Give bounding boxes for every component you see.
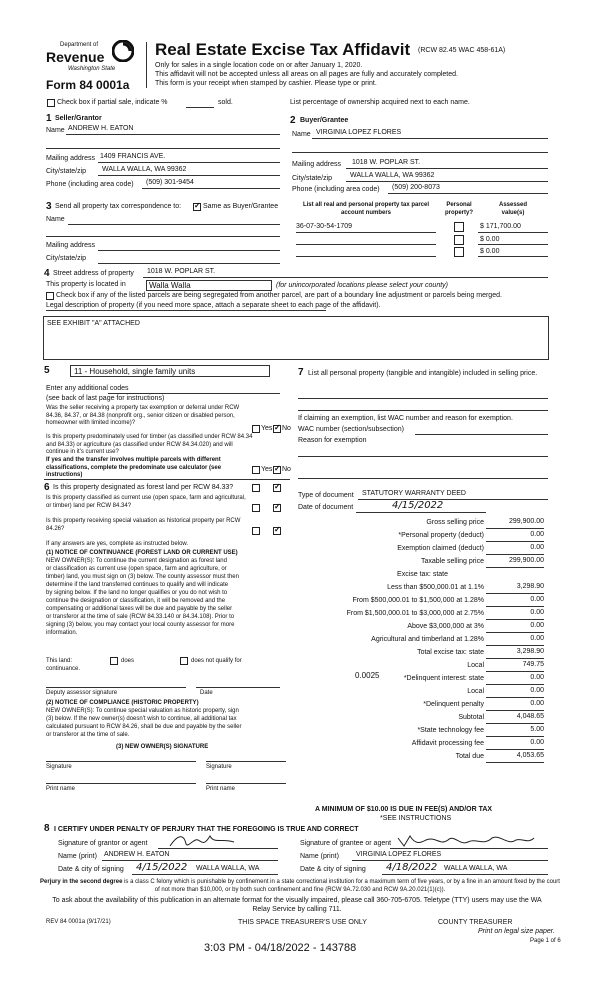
receipt-timestamp: 3:03 PM - 04/18/2022 - 143788 (204, 942, 357, 954)
calc-row-value[interactable]: 0.00 (486, 622, 544, 633)
correspondence-city-line[interactable] (98, 263, 280, 264)
notice-compliance-line-2: (3) below. If the new owner(s) doesn't wish to continue, all additional tax (46, 716, 237, 722)
section-1-number: 1 (46, 113, 52, 124)
owner-signature-label-2: Signature (206, 764, 232, 770)
logo-dept-line1: Department of (60, 42, 99, 48)
page-number: Page 1 of 6 (530, 938, 561, 944)
timber-question: Is this property predominately used for timber (as classified under RCW 84.34 and 84.33) or agriculture (as classified under RCW 84.34.020) and will continue in it's current use? (46, 434, 253, 455)
calc-row (300, 531, 548, 543)
owner-print-line-1[interactable] (46, 783, 196, 784)
notice-compliance-title: (2) NOTICE OF COMPLIANCE (HISTORIC PROPERTY) (46, 700, 199, 706)
does-not-qualify-label: does not qualify for (191, 658, 242, 664)
form-number: Form 84 0001a (46, 78, 130, 92)
parcel-personal-checkbox-3[interactable] (454, 247, 464, 257)
continuance-label: continuance. (46, 666, 81, 672)
grantee-date-line (382, 874, 548, 875)
deputy-signature-label: Deputy assessor signature (46, 690, 118, 696)
grantee-name-line (352, 860, 548, 861)
calc-row (300, 687, 548, 699)
seller-name-label: Name (46, 127, 65, 134)
does-not-qualify-checkbox[interactable] (180, 657, 188, 665)
doc-date-value[interactable]: 4/15/2022 (392, 500, 444, 511)
doc-type-label: Type of document (298, 492, 354, 499)
parcel-value-1[interactable]: $ 171,700.00 (480, 223, 521, 230)
seller-mailing-value[interactable]: 1409 FRANCIS AVE. (100, 153, 166, 160)
buyer-name-line-2 (292, 152, 548, 153)
seller-phone-label: Phone (including area code) (46, 181, 134, 188)
calc-row-value[interactable]: 0.00 (486, 596, 544, 607)
section-5-number: 5 (44, 365, 50, 376)
seller-name-line (66, 134, 280, 135)
parcel-personal-checkbox-1[interactable] (454, 222, 464, 232)
logo-dept-line2: Revenue (46, 49, 105, 65)
calc-row (300, 583, 548, 595)
section-8-number: 8 (44, 823, 50, 834)
this-land-label: This land: (46, 658, 73, 664)
header-note-1: Only for sales in a single location code on or after January 1, 2020. (155, 62, 363, 69)
timber-no-checkbox[interactable] (273, 466, 281, 474)
calc-row-value[interactable]: 0.00 (486, 739, 544, 750)
seller-city-line (98, 175, 280, 176)
current-use-question: Is this property classified as current use (open space, farm and agricultural, or timber) land per RCW 84.34? (46, 495, 246, 509)
notice-continuance-line-9: signing (3) below, you may contact your local county assessor for more (46, 622, 235, 628)
notice-compliance-line-3: calculated pursuant to RCW 84.26, shall be due and payable by the seller (46, 724, 242, 730)
county-select[interactable] (146, 280, 272, 291)
legal-description-text: SEE EXHIBIT "A" ATTACHED (47, 320, 140, 327)
calc-row-label: Above $3,000,000 at 3% (407, 623, 484, 630)
parcel-account-1[interactable]: 36-07-30-54-1709 (296, 223, 353, 230)
calc-row-label: *State technology fee (417, 727, 484, 734)
historic-no-checkbox[interactable] (273, 527, 281, 535)
calc-row (300, 570, 548, 582)
grantee-date-label: Date & city of signing (300, 866, 366, 873)
personal-property-line-1[interactable] (298, 398, 548, 399)
notice-continuance-line-1: NEW OWNER(S): To continue the current designation as forest land (46, 558, 227, 564)
seller-city-label: City/state/zip (46, 168, 87, 175)
buyer-mailing-value[interactable]: 1018 W. POPLAR ST. (352, 159, 421, 166)
partial-sale-label: Check box if partial sale, indicate % (57, 99, 168, 106)
calc-row-value[interactable]: 3,298.90 (486, 648, 544, 659)
grantor-name-line (102, 860, 278, 861)
exemption-yes-checkbox[interactable] (252, 425, 260, 433)
exemption-yes-label: Yes (261, 425, 273, 432)
legal-paper-note: Print on legal size paper. (478, 928, 555, 935)
legal-description-label: Legal description of property (if you need more space, attach a separate sheet to each page of the affidavit). (46, 302, 381, 309)
doc-type-value[interactable]: STATUTORY WARRANTY DEED (362, 490, 466, 497)
calc-row-label: *Delinquent penalty (423, 701, 484, 708)
timber-no-label: No (282, 466, 291, 473)
notice-continuance-line-7: compensating or additional taxes will be due and payable by the seller (46, 606, 233, 612)
calc-row-label: From $1,500,000.01 to $3,000,000 at 2.75% (346, 610, 484, 617)
parcel-row-line-2[interactable] (296, 244, 436, 245)
reason-line-2[interactable] (298, 478, 548, 479)
exemption-no-checkbox[interactable] (273, 425, 281, 433)
doc-date-line (356, 512, 486, 513)
parcel-header-assessed: Assessed value(s) (498, 202, 528, 216)
revenue-swirl-icon (112, 40, 134, 62)
deputy-signature-line[interactable] (46, 687, 186, 688)
exemption-no-label: No (282, 425, 291, 432)
calc-row-label: Excise tax: state (397, 571, 448, 578)
grantor-date-label: Date & city of signing (58, 866, 124, 873)
perjury-bold-text: Perjury in the second degree (40, 879, 123, 885)
current-use-yes-checkbox[interactable] (252, 504, 260, 512)
calc-row (300, 557, 548, 569)
calc-row-value[interactable]: 0.00 (486, 635, 544, 646)
same-as-buyer-checkbox[interactable] (193, 203, 201, 211)
correspondence-name-label: Name (46, 216, 65, 223)
calc-row-label: Subtotal (458, 714, 484, 721)
grantee-name-label: Name (print) (300, 853, 339, 860)
seller-mailing-label: Mailing address (46, 155, 96, 162)
county-treasurer-label: COUNTY TREASURER (438, 919, 513, 926)
calc-row (300, 661, 548, 673)
perjury-notice (40, 878, 560, 894)
grantor-signature-line (158, 848, 278, 849)
grantor-date-line (132, 874, 278, 875)
personal-property-label: List all personal property (tangible and intangible) included in selling price. (308, 370, 538, 377)
correspondence-mailing-line[interactable] (98, 250, 280, 251)
segregated-label: Check box if any of the listed parcels are being segregated from another parcel, are part of a boundary line adjustment or parcels being merged. (56, 292, 502, 299)
minimum-due-notice: A MINIMUM OF $10.00 IS DUE IN FEE(S) AND/OR TAX (315, 806, 493, 813)
calc-row-value[interactable]: 0.00 (486, 531, 544, 542)
parcel-value-line-1 (478, 232, 548, 233)
parcel-header-account: List all real and personal property tax parcel account numbers (302, 202, 430, 216)
calc-row-label: Less than $500,000.01 at 1.1% (387, 584, 484, 591)
doc-date-label: Date of document (298, 504, 354, 511)
calc-row (300, 713, 548, 725)
parcel-row-line-3[interactable] (296, 256, 436, 257)
legal-underline (46, 310, 326, 311)
forest-yes-checkbox[interactable] (252, 484, 260, 492)
seller-name-value[interactable]: ANDREW H. EATON (68, 125, 134, 132)
alt-format-notice: To ask about the availability of this publication in an alternate format for the visually impaired, please call 360-705-6705. Teletype (TTY) users may use the WA Relay Service by calling 711. (52, 897, 542, 913)
section-2-number: 2 (290, 115, 296, 126)
timber-question-bold: If yes and the transfer involves multiple parcels with different classifications, complete the predominate use calculator (see instructions) (46, 457, 222, 478)
wac-number-label: WAC number (section/subsection) (298, 426, 404, 433)
parcel-value-3[interactable]: $ 0.00 (480, 248, 500, 255)
page-title: Real Estate Excise Tax Affidavit (155, 40, 411, 59)
calc-row (300, 674, 548, 686)
owner-print-label-2: Print name (206, 786, 236, 792)
partial-sale-percent-field[interactable] (186, 107, 214, 108)
historic-question: Is this property receiving special valuation as historical property per RCW 84.26? (46, 518, 241, 532)
correspondence-name-line-2 (46, 236, 280, 237)
calc-row-value[interactable]: 4,053.65 (486, 752, 544, 763)
calc-row (300, 544, 548, 556)
calc-row-value[interactable]: 4,048.65 (486, 713, 544, 724)
calc-row (300, 622, 548, 634)
doc-type-line (358, 499, 548, 500)
logo-dept-line3: Washington State (68, 66, 116, 72)
calc-row (300, 596, 548, 608)
grantor-date-value[interactable]: 4/15/2022 (136, 862, 188, 873)
calc-row (300, 739, 548, 751)
legal-description-box[interactable] (43, 316, 549, 360)
partial-sale-sold: sold. (218, 99, 233, 106)
reason-exemption-label: Reason for exemption (298, 437, 367, 444)
buyer-phone-value[interactable]: (509) 200-8073 (392, 184, 440, 191)
section-3-number: 3 (46, 201, 52, 212)
parcel-value-2[interactable]: $ 0.00 (480, 236, 500, 243)
treasurer-space-label: THIS SPACE TREASURER'S USE ONLY (238, 919, 367, 926)
owner-signature-label-1: Signature (46, 764, 72, 770)
buyer-name-line (312, 138, 548, 139)
street-line (143, 277, 548, 278)
claim-exemption-label: If claiming an exemption, list WAC number and reason for exemption. (298, 415, 513, 422)
calc-row-label: Exemption claimed (deduct) (397, 545, 484, 552)
calc-row-value[interactable]: 0.00 (486, 674, 544, 685)
calc-row-value[interactable]: 3,298.90 (486, 583, 544, 594)
additional-codes-line[interactable] (108, 393, 280, 394)
section-6-divider (44, 479, 290, 480)
land-use-code-select[interactable] (70, 365, 270, 377)
new-owner-signature-title: (3) NEW OWNER(S) SIGNATURE (116, 744, 209, 750)
calc-row-value[interactable]: 5.00 (486, 726, 544, 737)
partial-sale-checkbox[interactable] (47, 99, 55, 107)
owner-print-label-1: Print name (46, 786, 76, 792)
header-note-2: This affidavit will not be accepted unless all areas on all pages are fully and accurately completed. (155, 71, 458, 78)
street-value[interactable]: 1018 W. POPLAR ST. (147, 268, 216, 275)
certify-statement: I CERTIFY UNDER PENALTY OF PERJURY THAT THE FOREGOING IS TRUE AND CORRECT (54, 826, 359, 833)
perjury-text: is a class C felony which is punishable by confinement in a state correctional institution for a maximum term of five years, or by a fine in an amount fixed by the court of not more than $10,000, or by both such confinement and fine (RCW 9A.72.030 and RCW 9A.20.021(1)(c)). (124, 879, 560, 893)
buyer-phone-line (388, 193, 548, 194)
section-4-number: 4 (44, 268, 50, 279)
timber-yes-label: Yes (261, 466, 273, 473)
deputy-date-label: Date (200, 690, 213, 696)
calc-row-label: Total excise tax: state (417, 649, 484, 656)
parcel-personal-checkbox-2[interactable] (454, 235, 464, 245)
segregated-checkbox[interactable] (46, 292, 54, 300)
correspondence-label: Send all property tax correspondence to: (55, 203, 182, 210)
calc-row-value[interactable]: 299,900.00 (486, 518, 544, 529)
calc-row (300, 609, 548, 621)
forest-no-checkbox[interactable] (273, 484, 281, 492)
calc-row-label: Total due (455, 753, 484, 760)
seller-heading: Seller/Grantor (55, 115, 102, 122)
notice-continuance-line-3: timber) land, you must sign on (3) below. The county assessor must then (46, 574, 239, 580)
wac-number-line[interactable] (415, 434, 548, 435)
same-as-buyer-label: Same as Buyer/Grantee (203, 203, 279, 210)
notice-continuance-line-8: or transferor at the time of sale (RCW 84.33.140 or 84.34.108). Prior to (46, 614, 235, 620)
forest-land-question: Is this property designated as forest land per RCW 84.33? (53, 484, 234, 491)
personal-property-line-2[interactable] (298, 410, 548, 411)
header-note-3: This form is your receipt when stamped by cashier. Please type or print. (155, 80, 377, 87)
seller-phone-value[interactable]: (509) 301-9454 (146, 179, 194, 186)
correspondence-name-line[interactable] (68, 224, 280, 225)
grantee-city-value[interactable]: WALLA WALLA, WA (444, 865, 508, 872)
notice-continuance-line-6: continue the designation or classification, it will be removed and the (46, 598, 226, 604)
if-yes-note: If any answers are yes, complete as instructed below. (46, 541, 189, 547)
calc-row-value[interactable]: 0.00 (486, 700, 544, 711)
buyer-mailing-label: Mailing address (292, 161, 342, 168)
header-divider (146, 42, 147, 88)
land-use-code-value: 11 - Household, single family units (74, 367, 196, 376)
calc-row-label: Gross selling price (426, 519, 484, 526)
calc-row-value[interactable]: 0.00 (486, 687, 544, 698)
local-rate-value: 0.0025 (355, 671, 380, 680)
grantee-signature-label: Signature of grantee or agent (300, 840, 392, 847)
buyer-city-value[interactable]: WALLA WALLA, WA 99362 (350, 172, 435, 179)
rev-number: REV 84 0001a (9/17/21) (46, 919, 111, 925)
calc-row-label: Affidavit processing fee (411, 740, 484, 747)
buyer-city-label: City/state/zip (292, 175, 333, 182)
parcel-value-line-2 (478, 244, 548, 245)
calc-row-value[interactable]: 0.00 (486, 609, 544, 620)
buyer-heading: Buyer/Grantee (300, 117, 349, 124)
calc-row (300, 635, 548, 647)
grantee-name-value[interactable]: VIRGINIA LOPEZ FLORES (356, 851, 442, 858)
calc-row-label: From $500,000.01 to $1,500,000 at 1.28% (352, 597, 484, 604)
correspondence-city-label: City/state/zip (46, 255, 87, 262)
additional-codes-label: Enter any additional codes (46, 385, 129, 392)
calc-row (300, 726, 548, 738)
grantor-city-value[interactable]: WALLA WALLA, WA (196, 865, 260, 872)
grantor-signature[interactable] (168, 832, 238, 853)
grantor-name-value[interactable]: ANDREW H. EATON (104, 851, 170, 858)
parcel-value-line-3 (478, 256, 548, 257)
deputy-date-line[interactable] (196, 687, 280, 688)
see-back-label: (see back of last page for instructions) (46, 395, 165, 402)
historic-yes-checkbox[interactable] (252, 527, 260, 535)
located-note: (for unincorporated locations please select your county) (276, 282, 448, 289)
notice-compliance-line-1: NEW OWNER(S): To continue special valuation as historic property, sign (46, 708, 239, 714)
see-instructions-note: *SEE INSTRUCTIONS (380, 815, 452, 822)
buyer-city-line (346, 181, 548, 182)
correspondence-mailing-label: Mailing address (46, 242, 96, 249)
calc-row-value[interactable]: 299,900.00 (486, 557, 544, 568)
calc-row-label: Local (467, 662, 484, 669)
calc-row-label: Agricultural and timberland at 1.28% (371, 636, 484, 643)
calc-row (300, 752, 548, 764)
exemption-question: Was the seller receiving a property tax exemption or deferral under RCW 84.36, 84.37, or 84.38 (nonprofit org., senior citizen or disabled person, homeowner with limited income)? (46, 405, 240, 426)
parcel-row-line-1 (296, 232, 436, 233)
timber-yes-checkbox[interactable] (252, 466, 260, 474)
calc-row (300, 648, 548, 660)
current-use-no-checkbox[interactable] (273, 504, 281, 512)
notice-continuance-line-10: information. (46, 630, 78, 636)
buyer-name-label: Name (292, 131, 311, 138)
street-label: Street address of property (53, 270, 134, 277)
calc-row-label: Taxable selling price (420, 558, 484, 565)
notice-continuance-line-5: by signing below. If the land no longer qualifies or you do not wish to (46, 590, 228, 596)
buyer-phone-label: Phone (including area code) (292, 186, 380, 193)
grantee-signature-line (390, 848, 548, 849)
section-7-number: 7 (298, 367, 304, 378)
grantee-date-value[interactable]: 4/18/2022 (386, 862, 438, 873)
located-label: This property is located in (46, 281, 126, 288)
reason-line-1[interactable] (298, 456, 548, 457)
seller-mailing-line (98, 162, 280, 163)
seller-name-line-2 (46, 148, 280, 149)
does-qualify-label: does (121, 658, 135, 664)
buyer-mailing-line (346, 168, 548, 169)
notice-continuance-line-4: determine if the land transferred continues to qualify and will indicate (46, 582, 229, 588)
calc-row-value[interactable]: 749.75 (486, 661, 544, 672)
calc-row (300, 518, 548, 530)
seller-phone-line (142, 188, 280, 189)
owner-print-line-2[interactable] (206, 783, 286, 784)
calc-row-label: *Personal property (deduct) (398, 532, 484, 539)
owner-signature-line-2[interactable] (206, 761, 286, 762)
seller-city-value[interactable]: WALLA WALLA, WA 99362 (102, 166, 187, 173)
grantor-signature-label: Signature of grantor or agent (58, 840, 148, 847)
does-qualify-checkbox[interactable] (110, 657, 118, 665)
calc-row-label: *Delinquent interest: state (403, 675, 484, 682)
grantee-signature[interactable] (396, 832, 536, 853)
owner-signature-line-1[interactable] (46, 761, 196, 762)
county-select-value: Walla Walla (149, 281, 191, 290)
section-6-number: 6 (44, 482, 50, 493)
notice-continuance-title: (1) NOTICE OF CONTINUANCE (FOREST LAND OR CURRENT USE) (46, 550, 238, 556)
grantor-name-label: Name (print) (58, 853, 97, 860)
calc-row-label: Local (467, 688, 484, 695)
buyer-name-value[interactable]: VIRGINIA LOPEZ FLORES (316, 129, 402, 136)
notice-continuance-line-2: or classification as current use (open space, farm and agriculture, or (46, 566, 227, 572)
calc-row-value[interactable]: 0.00 (486, 544, 544, 555)
ownership-note: List percentage of ownership acquired next to each name. (290, 99, 470, 106)
title-statute: (RCW 82.45 WAC 458-61A) (418, 47, 506, 54)
calc-row (300, 700, 548, 712)
notice-compliance-line-4: or transferor at the time of sale. (46, 732, 130, 738)
parcel-header-personal: Personal property? (444, 202, 473, 216)
